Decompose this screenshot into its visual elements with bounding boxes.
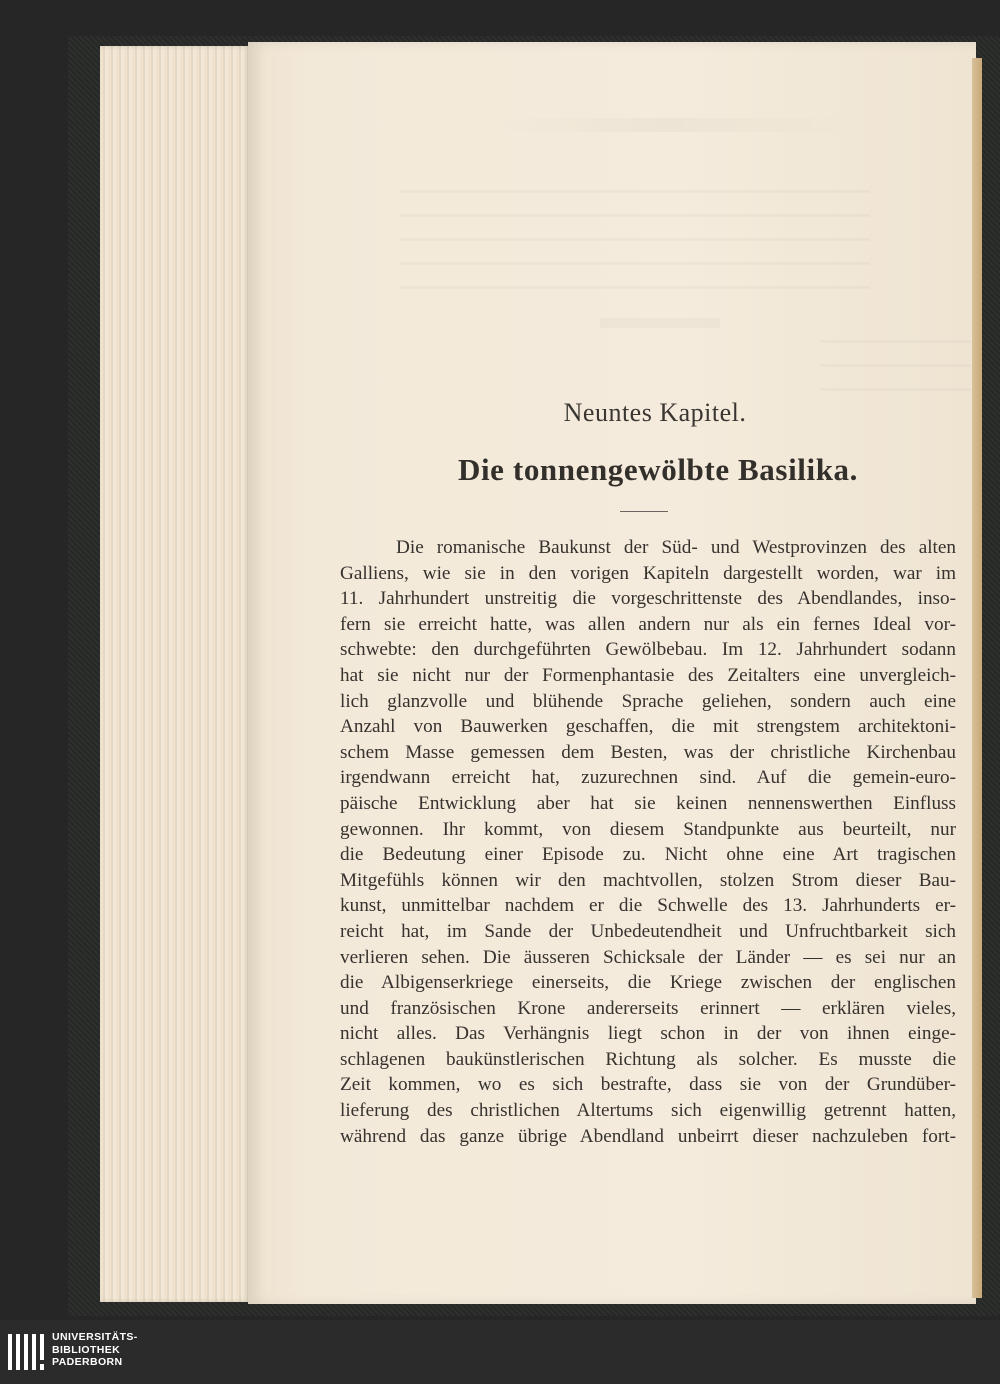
text-line: schlagenen baukünstlerischen Richtung als solcher. Es musste die — [340, 1048, 956, 1070]
body-text — [340, 535, 956, 1149]
text-line: reicht hat, im Sande der Unbedeutendheit und Unfruchtbarkeit sich — [340, 920, 956, 942]
show-through — [600, 318, 720, 328]
page-edges — [100, 46, 250, 1302]
text-line: lich glanzvolle und blühende Sprache geliehen, sondern auch eine — [340, 690, 956, 712]
text-line: die Albigenserkriege einerseits, die Kriege zwischen der englischen — [340, 972, 956, 994]
text-line: nicht alles. Das Verhängnis liegt schon in der von ihnen einge- — [340, 1023, 956, 1045]
text-line: hat sie nicht nur der Formenphantasie des Zeitalters eine unvergleich- — [340, 664, 956, 686]
title-divider — [620, 511, 668, 512]
show-through — [490, 118, 850, 132]
text-line: Die romanische Baukunst der Süd- und Westprovinzen des alten — [396, 537, 956, 558]
text-line: schwebte: den durchgeführten Gewölbebau. Im 12. Jahrhundert sodann — [340, 639, 956, 661]
text-line: kunst, unmittelbar nachdem er die Schwelle des 13. Jahrhunderts er- — [340, 895, 956, 917]
library-bars-logo-icon — [6, 1332, 48, 1372]
text-line: irgendwann erreicht hat, zuzurechnen sind. Auf die gemein-euro- — [340, 767, 956, 789]
text-line: fern sie erreicht hatte, was allen andern nur als ein fernes Ideal vor- — [340, 613, 956, 635]
text-line: Mitgefühls können wir den machtvollen, stolzen Strom dieser Bau- — [340, 869, 956, 891]
text-line: gewonnen. Ihr kommt, von diesem Standpunkte aus beurteilt, nur — [340, 818, 956, 840]
chapter-title: Die tonnengewölbte Basilika. — [457, 452, 859, 487]
text-line: lieferung des christlichen Altertums sich eigenwillig getrennt hatten, — [340, 1100, 956, 1122]
text-line: Anzahl von Bauwerken geschaffen, die mit strengstem architektoni- — [340, 716, 956, 738]
text-line: schem Masse gemessen dem Besten, was der christliche Kirchenbau — [340, 741, 956, 763]
text-line: Galliens, wie sie in den vorigen Kapiteln dargestellt worden, war im — [340, 562, 956, 584]
library-logo-line: PADERBORN — [52, 1356, 123, 1368]
library-logo-line: UNIVERSITÄTS- — [52, 1331, 138, 1343]
text-line: und französischen Krone andererseits erinnert — erklären vieles, — [340, 997, 956, 1019]
library-logo-line: BIBLIOTHEK — [52, 1343, 121, 1356]
text-line: 11. Jahrhundert unstreitig die vorgeschrittenste des Abendlandes, inso- — [340, 588, 956, 610]
text-line: Zeit kommen, wo es sich bestrafte, dass sie von der Grundüber- — [340, 1074, 956, 1096]
show-through — [400, 190, 870, 300]
text-line: während das ganze übrige Abendland unbeirrt dieser nachzuleben fort- — [340, 1125, 956, 1147]
text-line: die Bedeutung einer Episode zu. Nicht ohne eine Art tragischen — [340, 844, 956, 866]
library-logo[interactable] — [0, 1320, 1000, 1384]
text-line: verlieren sehen. Die äusseren Schicksale der Länder — es sei nur an — [340, 946, 956, 968]
show-through — [820, 340, 970, 410]
library-logo-text — [52, 1331, 138, 1369]
text-line: päische Entwicklung aber hat sie keinen nennenswerthen Einfluss — [340, 792, 956, 814]
chapter-label: Neuntes Kapitel. — [563, 398, 747, 427]
page-right-edge — [972, 58, 982, 1298]
